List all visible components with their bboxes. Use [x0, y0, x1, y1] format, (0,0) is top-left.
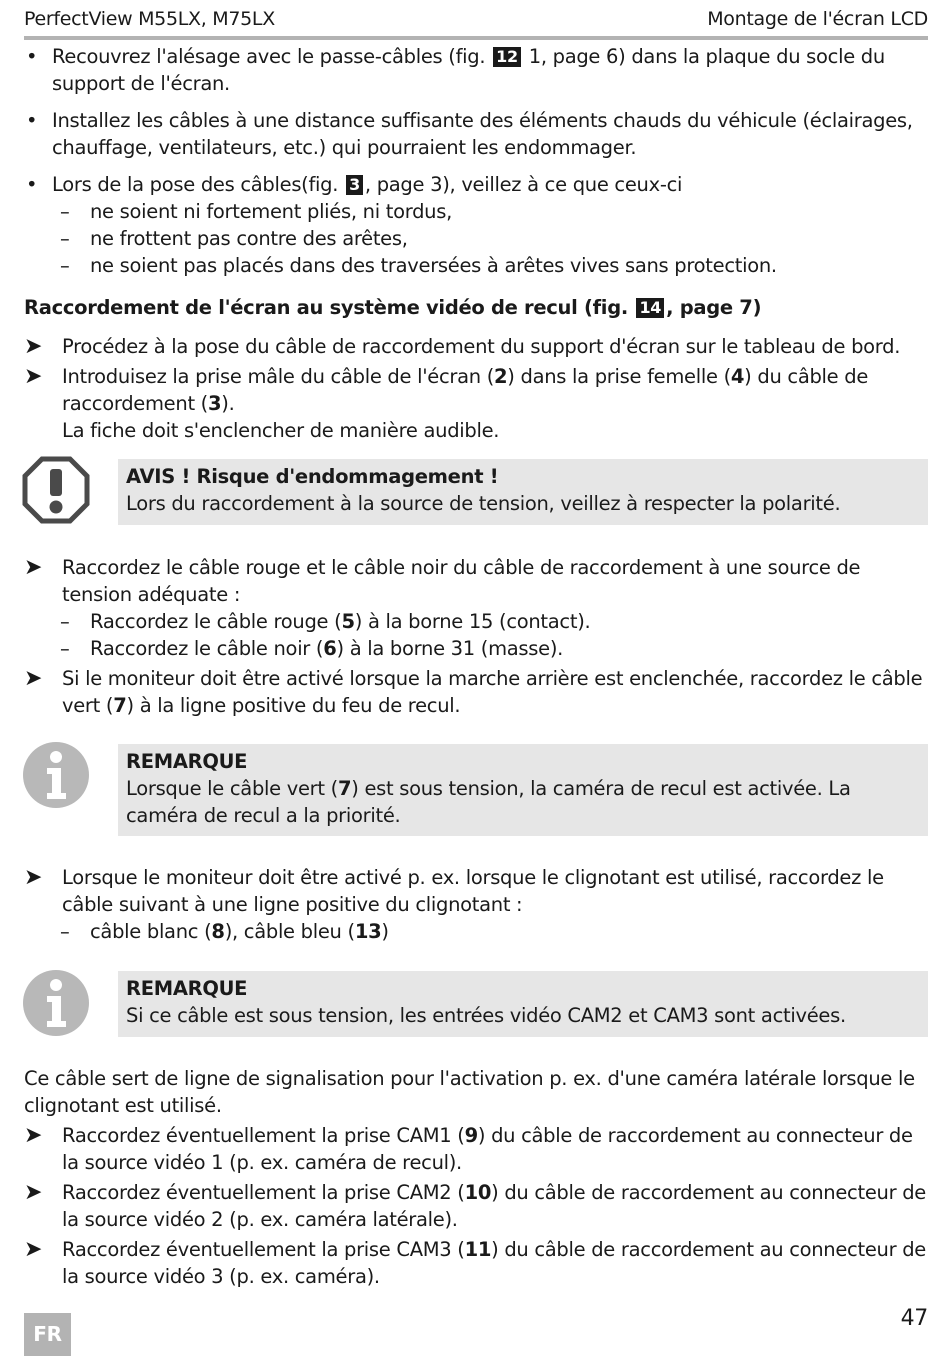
- remark-title: REMARQUE: [126, 977, 248, 1000]
- steps-group-3: [24, 864, 926, 945]
- arrow-icon: ➤: [24, 334, 43, 359]
- arrow-icon: ➤: [24, 364, 43, 389]
- section-heading: Raccordement de l'écran au système vidéo de recul (fig. 14 , page 7): [24, 296, 762, 319]
- info-icon: [22, 741, 90, 809]
- instruction-step: ➤ Raccordez éventuellement la prise CAM3 (11) du câble de raccordement au connecteur de la source vidéo 3 (p. ex. caméra).: [24, 1237, 926, 1288]
- instruction-step: ➤ Raccordez éventuellement la prise CAM1 (9) du câble de raccordement au connecteur de la source vidéo 1 (p. ex. caméra de recul).: [24, 1123, 913, 1174]
- bullet-item: • Recouvrez l'alésage avec le passe-câbles (fig. 12 1, page 6) dans la plaque du socle du support de l'écran.: [24, 43, 926, 97]
- instruction-step: ➤ Raccordez le câble rouge et le câble noir du câble de raccordement à une source de tension adéquate :: [24, 555, 861, 606]
- figure-ref-badge: 14: [636, 298, 664, 318]
- instruction-step: ➤ Si le moniteur doit être activé lorsque la marche arrière est enclenchée, raccordez le câble vert (7) à la ligne positive du feu de recul.: [24, 666, 923, 717]
- arrow-icon: ➤: [24, 666, 43, 691]
- instruction-step: ➤ Introduisez la prise mâle du câble de l'écran (2) dans la prise femelle (4) du câble de raccordement (3).: [24, 364, 869, 415]
- dash-item: – ne frottent pas contre des arêtes,: [24, 225, 926, 252]
- figure-ref-badge: 3: [346, 175, 363, 195]
- page-number: 47: [900, 1306, 928, 1331]
- arrow-icon: ➤: [24, 1237, 43, 1262]
- paragraph: Ce câble sert de ligne de signalisation pour l'activation p. ex. d'une caméra latérale lorsque le clignotant est utilisé.: [24, 1067, 915, 1117]
- remark-text: Si ce câble est sous tension, les entrées vidéo CAM2 et CAM3 sont activées.: [126, 1004, 846, 1027]
- page-header: [24, 6, 928, 40]
- arrow-icon: ➤: [24, 1180, 43, 1205]
- remark-title: REMARQUE: [126, 750, 248, 773]
- remark-box: [118, 971, 928, 1037]
- dash-item: – ne soient ni fortement pliés, ni tordus,: [24, 198, 926, 225]
- notice-title: AVIS ! Risque d'endommagement !: [126, 465, 499, 488]
- instruction-step: ➤ Procédez à la pose du câble de raccordement du support d'écran sur le tableau de bord.: [24, 334, 901, 359]
- arrow-icon: ➤: [24, 1123, 43, 1148]
- figure-ref-badge: 12: [493, 47, 521, 67]
- closing-section: [24, 1065, 926, 1290]
- intro-bullets: [24, 43, 926, 279]
- remark-text: Lorsque le câble vert (7) est sous tension, la caméra de recul est activée. La caméra de recul a la priorité.: [126, 777, 851, 827]
- dash-item: – Raccordez le câble noir (6) à la borne 31 (masse).: [24, 635, 926, 662]
- step-continuation: La fiche doit s'enclencher de manière audible.: [62, 419, 500, 442]
- steps-group-1: [24, 333, 926, 444]
- header-product: PerfectView M55LX, M75LX: [24, 8, 275, 30]
- dash-item: – Raccordez le câble rouge (5) à la borne 15 (contact).: [24, 608, 926, 635]
- remark-box: [118, 744, 928, 836]
- language-tab: FR: [24, 1313, 71, 1356]
- arrow-icon: ➤: [24, 555, 43, 580]
- bullet-item: • Installez les câbles à une distance suffisante des éléments chauds du véhicule (éclairages, chauffage, ventilateurs, etc.) qui pourraient les endommager.: [24, 107, 926, 161]
- instruction-step: ➤ Raccordez éventuellement la prise CAM2 (10) du câble de raccordement au connecteur de la source vidéo 2 (p. ex. caméra latérale).: [24, 1180, 926, 1231]
- dash-item: – ne soient pas placés dans des traversées à arêtes vives sans protection.: [24, 252, 926, 279]
- warning-octagon-icon: [22, 456, 90, 524]
- arrow-icon: ➤: [24, 865, 43, 890]
- info-icon: [22, 969, 90, 1037]
- notice-text: Lors du raccordement à la source de tension, veillez à respecter la polarité.: [126, 492, 841, 515]
- notice-box: [118, 459, 928, 525]
- header-chapter: Montage de l'écran LCD: [707, 8, 928, 30]
- steps-group-2: [24, 554, 926, 719]
- bullet-item: • Lors de la pose des câbles(fig. 3 , page 3), veillez à ce que ceux-ci: [24, 171, 926, 198]
- instruction-step: ➤ Lorsque le moniteur doit être activé p. ex. lorsque le clignotant est utilisé, raccordez le câble suivant à une ligne positive du clignotant :: [24, 865, 884, 916]
- dash-item: – câble blanc (8), câble bleu (13): [24, 918, 926, 945]
